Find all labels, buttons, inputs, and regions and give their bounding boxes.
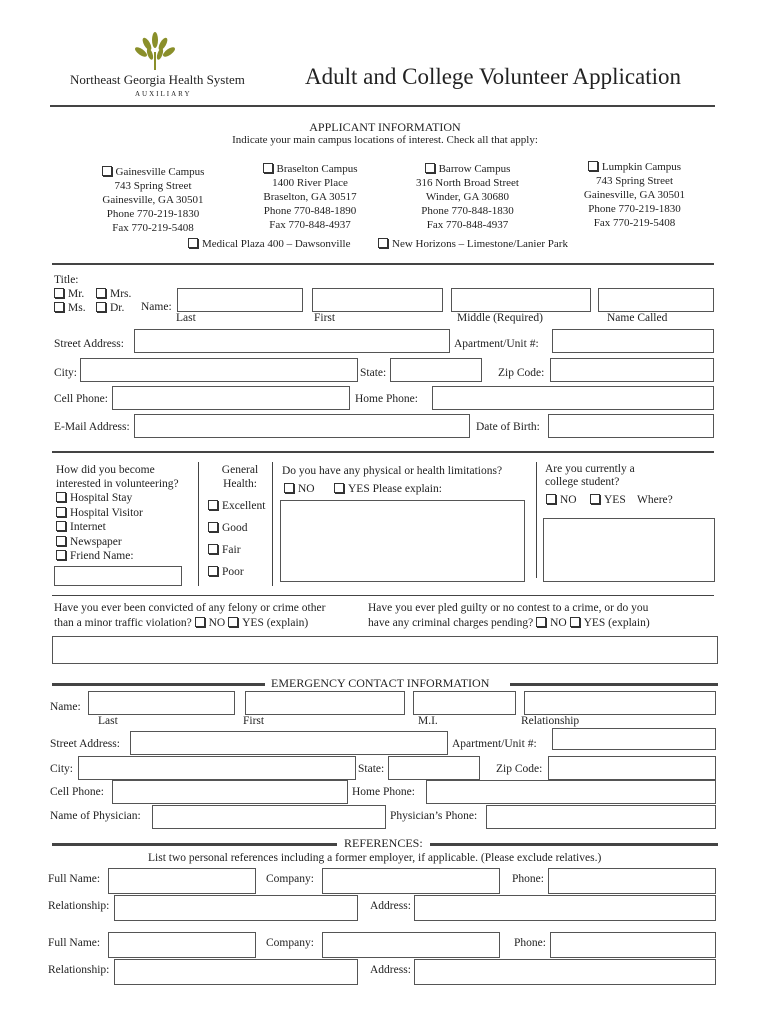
location-medical-plaza[interactable]: Medical Plaza 400 – Dawsonville xyxy=(188,238,350,250)
first-caption: First xyxy=(314,312,336,324)
divider xyxy=(198,462,199,586)
name-label: Name: xyxy=(141,301,172,313)
ref2-relationship-input[interactable] xyxy=(114,959,358,985)
email-label: E-Mail Address: xyxy=(54,421,130,433)
city-label: City: xyxy=(54,367,78,379)
ec-home-input[interactable] xyxy=(426,780,716,804)
ec-home-label: Home Phone: xyxy=(352,786,415,798)
ec-city-label: City: xyxy=(50,763,74,775)
dob-input[interactable] xyxy=(548,414,714,438)
ref1-relationship-label: Relationship: xyxy=(48,900,110,912)
guilty-yes[interactable]: YES (explain) xyxy=(570,617,650,629)
apt-input[interactable] xyxy=(552,329,714,353)
title-mr[interactable]: Mr. xyxy=(54,288,84,300)
divider xyxy=(52,451,714,453)
health-poor[interactable]: Poor xyxy=(208,566,244,578)
health-excellent[interactable]: Excellent xyxy=(208,500,265,512)
ec-last-input[interactable] xyxy=(88,691,235,715)
ref2-name-input[interactable] xyxy=(108,932,256,958)
ref2-address-label: Address: xyxy=(370,964,411,976)
state-input[interactable] xyxy=(390,358,482,382)
ref1-address-label: Address: xyxy=(370,900,411,912)
how-options[interactable]: Hospital Stay Hospital Visitor Internet Newspaper Friend Name: xyxy=(56,491,143,564)
campus-braselton[interactable]: Braselton Campus 1400 River Place Braselton, GA 30517 Phone 770-848-1890 Fax 770-848-4937 xyxy=(263,163,358,231)
state-label: State: xyxy=(360,367,387,379)
checkbox-icon[interactable] xyxy=(102,166,112,176)
checkbox-icon[interactable] xyxy=(425,163,435,173)
divider xyxy=(272,462,273,586)
checkbox-icon[interactable] xyxy=(54,288,64,298)
checkbox-icon[interactable] xyxy=(570,617,580,627)
limitations-question: Do you have any physical or health limitations? xyxy=(282,465,503,477)
email-input[interactable] xyxy=(134,414,470,438)
applicant-subheading: Indicate your main campus locations of interest. Check all that apply: xyxy=(232,134,538,146)
org-name: Northeast Georgia Health System xyxy=(70,72,245,87)
physician-phone-input[interactable] xyxy=(486,805,716,829)
college-where-input[interactable] xyxy=(543,518,715,582)
ref1-relationship-input[interactable] xyxy=(114,895,358,921)
middle-name-input[interactable] xyxy=(451,288,591,312)
checkbox-icon[interactable] xyxy=(188,238,198,248)
ec-mi-input[interactable] xyxy=(413,691,516,715)
checkbox-icon[interactable] xyxy=(228,617,238,627)
city-input[interactable] xyxy=(80,358,358,382)
applicant-heading: APPLICANT INFORMATION xyxy=(309,120,461,134)
home-input[interactable] xyxy=(432,386,714,410)
college-yes[interactable]: YES xyxy=(590,494,626,506)
checkbox-icon[interactable] xyxy=(208,500,218,510)
checkbox-icon[interactable] xyxy=(195,617,205,627)
apt-label: Apartment/Unit #: xyxy=(454,338,539,350)
ref2-relationship-label: Relationship: xyxy=(48,964,110,976)
ref1-name-label: Full Name: xyxy=(48,873,101,885)
limitations-yes[interactable]: YES Please explain: xyxy=(334,483,442,495)
felony-no[interactable]: NO xyxy=(195,617,226,629)
physician-label: Name of Physician: xyxy=(50,810,141,822)
ref1-company-label: Company: xyxy=(266,873,314,885)
emergency-heading: EMERGENCY CONTACT INFORMATION xyxy=(271,676,490,690)
checkbox-icon[interactable] xyxy=(56,536,66,546)
checkbox-icon[interactable] xyxy=(590,494,600,504)
ec-mi-caption: M.I. xyxy=(418,715,438,727)
ref2-company-input[interactable] xyxy=(322,932,500,958)
guilty-no[interactable]: NO xyxy=(536,617,567,629)
ref1-name-input[interactable] xyxy=(108,868,256,894)
checkbox-icon[interactable] xyxy=(378,238,388,248)
ref2-name-label: Full Name: xyxy=(48,937,101,949)
ec-relationship-caption: Relationship xyxy=(521,715,580,727)
street-label: Street Address: xyxy=(54,338,124,350)
checkbox-icon[interactable] xyxy=(334,483,344,493)
zip-label: Zip Code: xyxy=(498,367,545,379)
checkbox-icon[interactable] xyxy=(56,507,66,517)
college-where-label: Where? xyxy=(637,494,673,506)
ec-apt-label: Apartment/Unit #: xyxy=(452,738,537,750)
leaf-logo-icon xyxy=(130,32,180,74)
checkbox-icon[interactable] xyxy=(284,483,294,493)
ec-name-label: Name: xyxy=(50,701,81,713)
checkbox-icon[interactable] xyxy=(208,522,218,532)
checkbox-icon[interactable] xyxy=(588,161,598,171)
criminal-explain-input[interactable] xyxy=(52,636,718,664)
middle-caption: Middle (Required) xyxy=(457,312,543,324)
ref2-phone-label: Phone: xyxy=(514,937,546,949)
divider xyxy=(430,843,718,846)
ref1-phone-label: Phone: xyxy=(512,873,544,885)
college-no[interactable]: NO xyxy=(546,494,577,506)
ec-apt-input[interactable] xyxy=(552,728,716,750)
divider xyxy=(52,595,714,596)
references-heading: REFERENCES: xyxy=(344,836,423,850)
org-sub: AUXILIARY xyxy=(135,90,192,98)
name-called-input[interactable] xyxy=(598,288,714,312)
limitations-no[interactable]: NO xyxy=(284,483,315,495)
campus-lumpkin[interactable]: Lumpkin Campus 743 Spring Street Gainesville, GA 30501 Phone 770-219-1830 Fax 770-219-5408 xyxy=(583,161,686,229)
physician-phone-label: Physician’s Phone: xyxy=(390,810,478,822)
page-title: Adult and College Volunteer Application xyxy=(305,64,682,89)
ec-first-caption: First xyxy=(243,715,265,727)
references-note: List two personal references including a former employer, if applicable. (Please exclude relatives.) xyxy=(148,852,602,864)
ec-city-input[interactable] xyxy=(78,756,356,780)
checkbox-icon[interactable] xyxy=(536,617,546,627)
checkbox-icon[interactable] xyxy=(96,288,106,298)
checkbox-icon[interactable] xyxy=(546,494,556,504)
title-ms[interactable]: Ms. xyxy=(54,302,86,314)
campus-barrow[interactable]: Barrow Campus 316 North Broad Street Winder, GA 30680 Phone 770-848-1830 Fax 770-848-4937 xyxy=(416,163,519,231)
checkbox-icon[interactable] xyxy=(208,566,218,576)
zip-input[interactable] xyxy=(550,358,714,382)
cell-input[interactable] xyxy=(112,386,350,410)
dob-label: Date of Birth: xyxy=(476,421,540,433)
checkbox-icon[interactable] xyxy=(56,492,66,502)
health-good[interactable]: Good xyxy=(208,522,248,534)
friend-name-input[interactable] xyxy=(54,566,182,586)
ec-relationship-input[interactable] xyxy=(524,691,716,715)
checkbox-icon[interactable] xyxy=(56,521,66,531)
checkbox-icon[interactable] xyxy=(263,163,273,173)
location-new-horizons[interactable]: New Horizons – Limestone/Lanier Park xyxy=(378,238,568,250)
ec-cell-label: Cell Phone: xyxy=(50,786,104,798)
checkbox-icon[interactable] xyxy=(56,550,66,560)
last-caption: Last xyxy=(176,312,196,324)
title-mrs[interactable]: Mrs. xyxy=(96,288,131,300)
divider xyxy=(52,843,337,846)
ref1-company-input[interactable] xyxy=(322,868,500,894)
divider xyxy=(50,105,715,107)
checkbox-icon[interactable] xyxy=(208,544,218,554)
how-label: How did you become interested in volunteering? xyxy=(56,464,179,490)
home-label: Home Phone: xyxy=(355,393,418,405)
college-question: Are you currently a college student? xyxy=(545,463,635,488)
divider xyxy=(52,263,714,265)
called-caption: Name Called xyxy=(607,312,668,324)
divider xyxy=(536,462,537,578)
ref2-address-input[interactable] xyxy=(414,959,716,985)
ec-street-label: Street Address: xyxy=(50,738,120,750)
felony-yes[interactable]: YES (explain) xyxy=(228,617,308,629)
felony-question: Have you ever been convicted of any felony or crime other than a minor traffic violation? NO YES (explain) xyxy=(54,602,326,629)
ec-zip-label: Zip Code: xyxy=(496,763,543,775)
physician-input[interactable] xyxy=(152,805,386,829)
ref1-address-input[interactable] xyxy=(414,895,716,921)
street-input[interactable] xyxy=(134,329,450,353)
divider xyxy=(510,683,718,686)
last-name-input[interactable] xyxy=(177,288,303,312)
ec-street-input[interactable] xyxy=(130,731,448,755)
title-dr[interactable]: Dr. xyxy=(96,302,124,314)
ec-first-input[interactable] xyxy=(245,691,405,715)
campus-gainesville[interactable]: Gainesville Campus 743 Spring Street Gainesville, GA 30501 Phone 770-219-1830 Fax 770-219-5408 xyxy=(102,166,205,234)
ec-zip-input[interactable] xyxy=(548,756,716,780)
divider xyxy=(52,683,265,686)
ec-state-label: State: xyxy=(358,763,385,775)
limitations-explain-input[interactable] xyxy=(280,500,525,582)
ec-last-caption: Last xyxy=(98,715,118,727)
ref2-company-label: Company: xyxy=(266,937,314,949)
ref1-phone-input[interactable] xyxy=(548,868,716,894)
ec-state-input[interactable] xyxy=(388,756,480,780)
cell-label: Cell Phone: xyxy=(54,393,108,405)
ec-cell-input[interactable] xyxy=(112,780,348,804)
checkbox-icon[interactable] xyxy=(96,302,106,312)
checkbox-icon[interactable] xyxy=(54,302,64,312)
first-name-input[interactable] xyxy=(312,288,443,312)
health-fair[interactable]: Fair xyxy=(208,544,241,556)
health-label: General Health: xyxy=(221,464,259,490)
ref2-phone-input[interactable] xyxy=(550,932,716,958)
guilty-question: Have you ever pled guilty or no contest to a crime, or do you have any criminal charges pending? NO YES (explain) xyxy=(368,602,650,629)
title-label: Title: xyxy=(54,274,79,286)
